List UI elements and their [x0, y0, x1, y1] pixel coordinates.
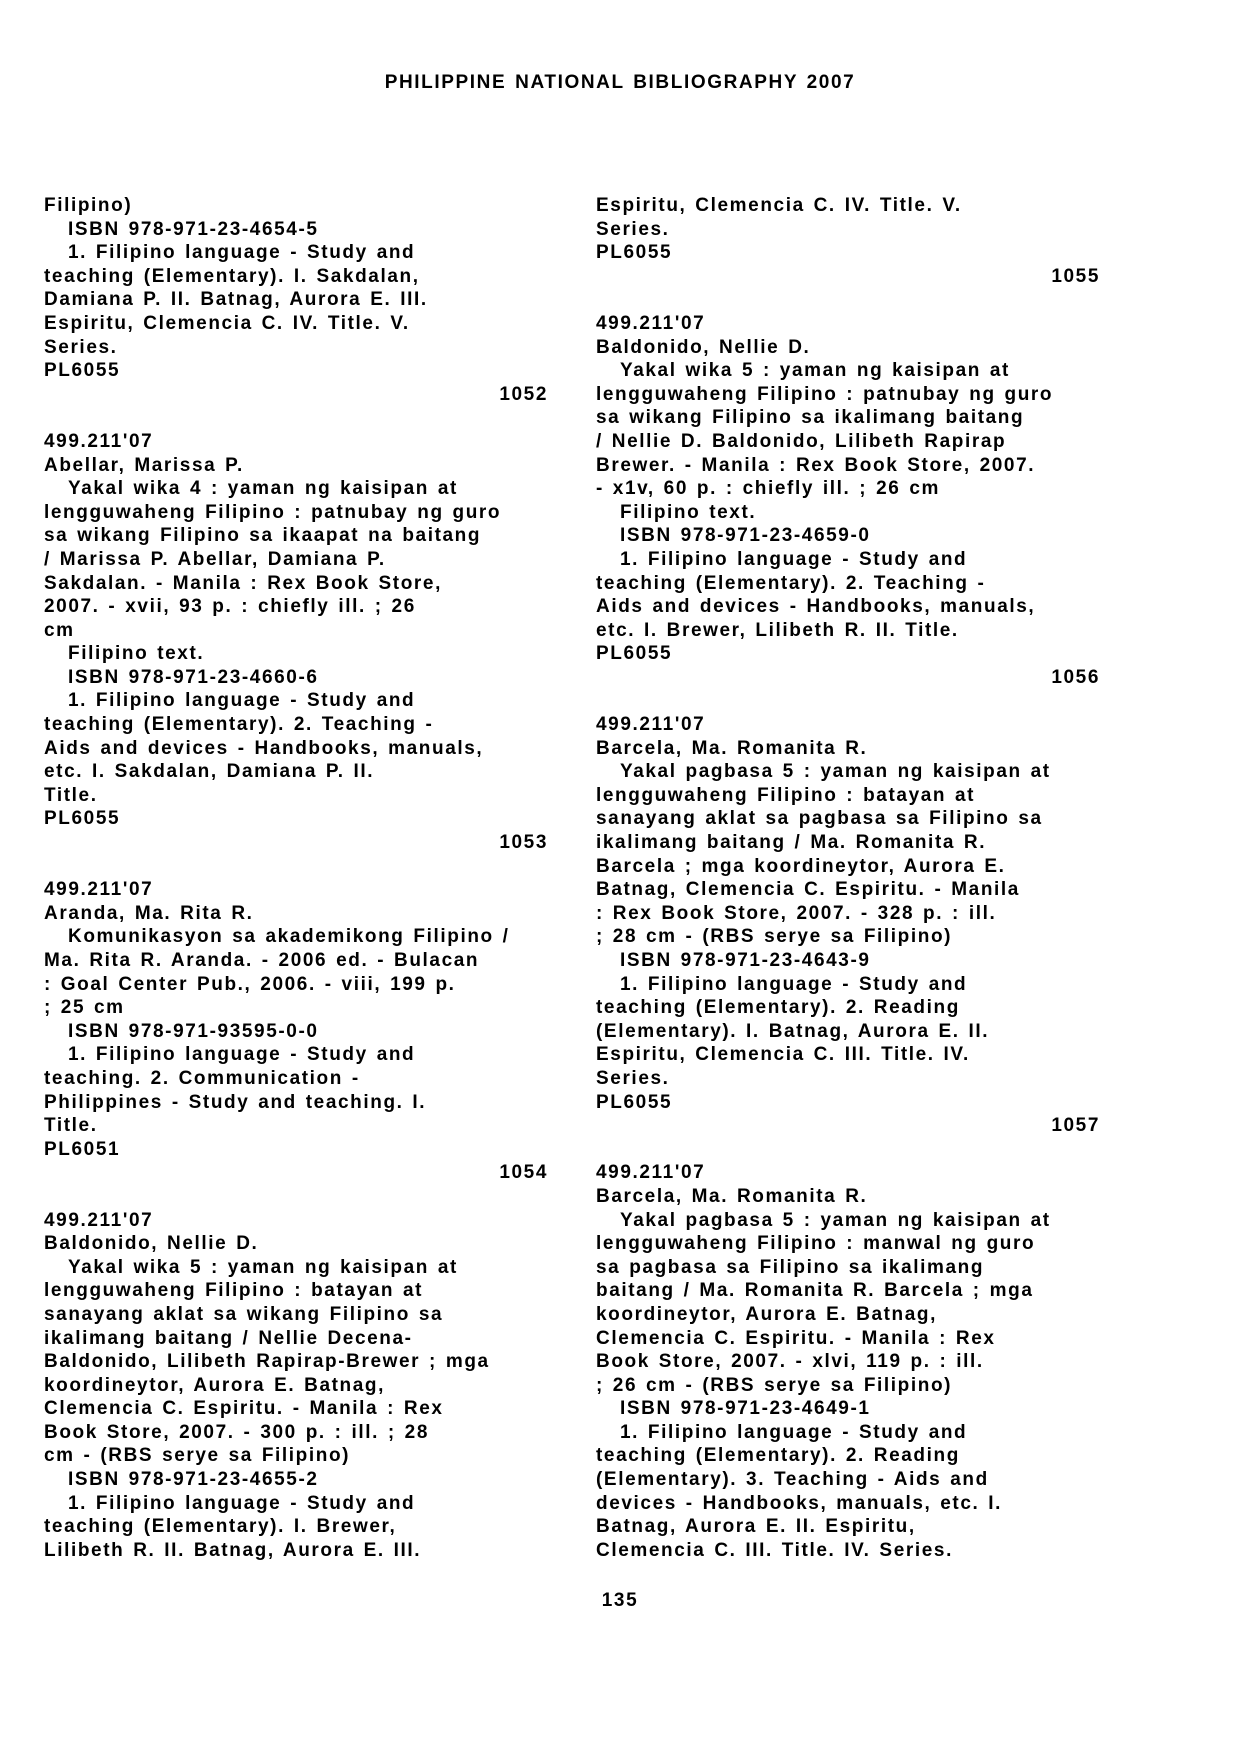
entry-line: Book Store, 2007. - xlvi, 119 p. : ill.: [596, 1351, 984, 1373]
entry-line: Lilibeth R. II. Batnag, Aurora E. III.: [44, 1539, 422, 1561]
entry-line: ISBN 978-971-23-4655-2: [68, 1469, 319, 1491]
entry-line: PL6055: [596, 242, 673, 264]
entry-number: 1054: [499, 1162, 548, 1184]
entry-line: 499.211'07: [596, 312, 706, 334]
entry-line: ikalimang baitang / Nellie Decena-: [44, 1327, 413, 1349]
entry-line: PL6055: [596, 1091, 673, 1113]
entry-line: (Elementary). 3. Teaching - Aids and: [596, 1469, 989, 1491]
entry-line: 1. Filipino language - Study and: [620, 1421, 968, 1443]
entry-line: ISBN 978-971-23-4660-6: [68, 666, 319, 688]
entry-line: Series.: [44, 336, 118, 358]
entry-line: 1. Filipino language - Study and: [620, 973, 968, 995]
entry-line: Series.: [596, 1067, 670, 1089]
entry-line: : Rex Book Store, 2007. - 328 p. : ill.: [596, 902, 997, 924]
entry-line: Yakal wika 5 : yaman ng kaisipan at: [620, 360, 1010, 382]
entry-line: koordineytor, Aurora E. Batnag,: [44, 1374, 385, 1396]
entry-line: ISBN 978-971-23-4649-1: [620, 1398, 871, 1420]
entry-line: Philippines - Study and teaching. I.: [44, 1091, 427, 1113]
entry-line: Clemencia C. Espiritu. - Manila : Rex: [44, 1398, 444, 1420]
entry-line: ISBN 978-971-23-4654-5: [68, 218, 319, 240]
entry-line: PL6055: [44, 808, 121, 830]
entry-line: Barcela, Ma. Romanita R.: [596, 737, 868, 759]
entry-line: Filipino): [44, 195, 133, 216]
page-header: PHILIPPINE NATIONAL BIBLIOGRAPHY 2007: [384, 72, 856, 93]
entry-line: Espiritu, Clemencia C. IV. Title. V.: [44, 312, 410, 334]
entry-line: Baldonido, Nellie D.: [44, 1233, 259, 1255]
entry-line: Filipino text.: [68, 643, 205, 665]
entry-line: PL6055: [596, 643, 673, 665]
entry-line: ISBN 978-971-93595-0-0: [68, 1020, 319, 1042]
entry-line: Yakal wika 5 : yaman ng kaisipan at: [68, 1256, 458, 1278]
entry-line: teaching. 2. Communication -: [44, 1067, 360, 1089]
entry-line: ; 28 cm - (RBS serye sa Filipino): [596, 926, 953, 948]
entry-line: 499.211'07: [596, 1162, 706, 1184]
entry-number: 1055: [1051, 265, 1100, 287]
entry-line: 1. Filipino language - Study and: [620, 548, 968, 570]
entry-line: etc. I. Sakdalan, Damiana P. II.: [44, 761, 375, 783]
entry-line: 1. Filipino language - Study and: [68, 690, 416, 712]
entry-number: 1052: [499, 383, 548, 405]
bibliography-entry: [44, 194, 554, 406]
entry-line: teaching (Elementary). 2. Teaching -: [44, 714, 434, 736]
entry-line: 1. Filipino language - Study and: [68, 242, 416, 264]
entry-line: Filipino text.: [620, 501, 757, 523]
entry-line: ISBN 978-971-23-4643-9: [620, 950, 871, 971]
entry-line: ; 26 cm - (RBS serye sa Filipino): [596, 1374, 953, 1396]
bibliography-entry: [44, 430, 554, 855]
entry-line: Brewer. - Manila : Rex Book Store, 2007.: [596, 454, 1036, 476]
entry-line: : Goal Center Pub., 2006. - viii, 199 p.: [44, 973, 456, 995]
entry-line: Komunikasyon sa akademikong Filipino /: [68, 926, 510, 948]
entry-line: Ma. Rita R. Aranda. - 2006 ed. - Bulacan: [44, 950, 480, 971]
entry-line: Aids and devices - Handbooks, manuals,: [596, 596, 1036, 618]
entry-line: ISBN 978-971-23-4659-0: [620, 525, 871, 547]
entry-line: sanayang aklat sa pagbasa sa Filipino sa: [596, 808, 1043, 830]
entry-line: lengguwaheng Filipino : batayan at: [596, 784, 976, 806]
entry-line: Batnag, Aurora E. II. Espiritu,: [596, 1516, 916, 1538]
entry-line: Yakal pagbasa 5 : yaman ng kaisipan at: [620, 761, 1051, 783]
bibliography-entry: [44, 878, 554, 1185]
entry-line: Yakal wika 4 : yaman ng kaisipan at: [68, 478, 458, 500]
page-number: 135: [601, 1590, 639, 1611]
entry-line: lengguwaheng Filipino : patnubay ng guro: [596, 383, 1054, 405]
entry-line: Aranda, Ma. Rita R.: [44, 902, 254, 924]
bibliography-entry: [596, 1161, 1106, 1562]
entry-line: devices - Handbooks, manuals, etc. I.: [596, 1492, 1003, 1514]
left-column: [44, 194, 554, 1562]
bibliography-entry: [44, 1209, 554, 1563]
entry-line: Baldonido, Nellie D.: [596, 336, 811, 358]
bibliography-entry: [596, 312, 1106, 690]
entry-line: 2007. - xvii, 93 p. : chiefly ill. ; 26: [44, 596, 416, 618]
bibliography-entry: [596, 713, 1106, 1138]
bibliography-entry: [596, 194, 1106, 288]
entry-line: Baldonido, Lilibeth Rapirap-Brewer ; mga: [44, 1351, 490, 1373]
entry-line: Espiritu, Clemencia C. IV. Title. V.: [596, 195, 962, 216]
entry-line: 499.211'07: [44, 430, 154, 452]
entry-line: sa pagbasa sa Filipino sa ikalimang: [596, 1256, 985, 1278]
entry-number: 1053: [499, 832, 548, 854]
entry-line: PL6051: [44, 1138, 121, 1160]
entry-line: Book Store, 2007. - 300 p. : ill. ; 28: [44, 1421, 430, 1443]
entry-line: cm: [44, 619, 75, 641]
entry-line: koordineytor, Aurora E. Batnag,: [596, 1303, 937, 1325]
entry-line: Abellar, Marissa P.: [44, 454, 244, 476]
entry-line: teaching (Elementary). 2. Reading: [596, 1445, 960, 1467]
entry-line: teaching (Elementary). 2. Reading: [596, 997, 960, 1019]
entry-line: Sakdalan. - Manila : Rex Book Store,: [44, 572, 442, 594]
entry-line: 499.211'07: [44, 1209, 154, 1231]
entry-line: Title.: [44, 1115, 98, 1137]
entry-line: sanayang aklat sa wikang Filipino sa: [44, 1303, 444, 1325]
right-column: [596, 194, 1106, 1562]
entry-line: Series.: [596, 218, 670, 240]
entry-line: sa wikang Filipino sa ikalimang baitang: [596, 407, 1025, 429]
entry-line: 1. Filipino language - Study and: [68, 1044, 416, 1066]
entry-line: etc. I. Brewer, Lilibeth R. II. Title.: [596, 619, 959, 641]
entry-line: Clemencia C. III. Title. IV. Series.: [596, 1539, 953, 1561]
entry-line: cm - (RBS serye sa Filipino): [44, 1445, 351, 1467]
entry-line: / Nellie D. Baldonido, Lilibeth Rapirap: [596, 430, 1007, 452]
entry-line: PL6055: [44, 360, 121, 382]
entry-line: baitang / Ma. Romanita R. Barcela ; mga: [596, 1280, 1034, 1302]
entry-line: teaching (Elementary). I. Sakdalan,: [44, 265, 420, 287]
entry-line: ; 25 cm: [44, 997, 125, 1019]
entry-line: Espiritu, Clemencia C. III. Title. IV.: [596, 1044, 970, 1066]
entry-line: 1. Filipino language - Study and: [68, 1492, 416, 1514]
entry-line: Batnag, Clemencia C. Espiritu. - Manila: [596, 879, 1020, 901]
entry-line: ikalimang baitang / Ma. Romanita R.: [596, 832, 987, 854]
entry-line: 499.211'07: [44, 879, 154, 901]
entry-line: Clemencia C. Espiritu. - Manila : Rex: [596, 1327, 996, 1349]
entry-line: / Marissa P. Abellar, Damiana P.: [44, 548, 386, 570]
entry-line: lengguwaheng Filipino : batayan at: [44, 1280, 424, 1302]
entry-number: 1057: [1051, 1115, 1100, 1137]
entry-line: Barcela, Ma. Romanita R.: [596, 1185, 868, 1207]
entry-line: Barcela ; mga koordineytor, Aurora E.: [596, 855, 1006, 877]
entry-line: teaching (Elementary). I. Brewer,: [44, 1516, 397, 1538]
entry-line: Yakal pagbasa 5 : yaman ng kaisipan at: [620, 1209, 1051, 1231]
entry-line: teaching (Elementary). 2. Teaching -: [596, 572, 986, 594]
entry-line: lengguwaheng Filipino : patnubay ng guro: [44, 501, 502, 523]
entry-line: 499.211'07: [596, 714, 706, 736]
entry-number: 1056: [1051, 666, 1100, 688]
entry-line: - x1v, 60 p. : chiefly ill. ; 26 cm: [596, 478, 940, 500]
entry-line: Title.: [44, 784, 98, 806]
entry-line: (Elementary). I. Batnag, Aurora E. II.: [596, 1020, 990, 1042]
entry-line: Aids and devices - Handbooks, manuals,: [44, 737, 484, 759]
entry-line: Damiana P. II. Batnag, Aurora E. III.: [44, 289, 428, 311]
entry-line: lengguwaheng Filipino : manwal ng guro: [596, 1233, 1036, 1255]
entry-line: sa wikang Filipino sa ikaapat na baitang: [44, 525, 482, 547]
